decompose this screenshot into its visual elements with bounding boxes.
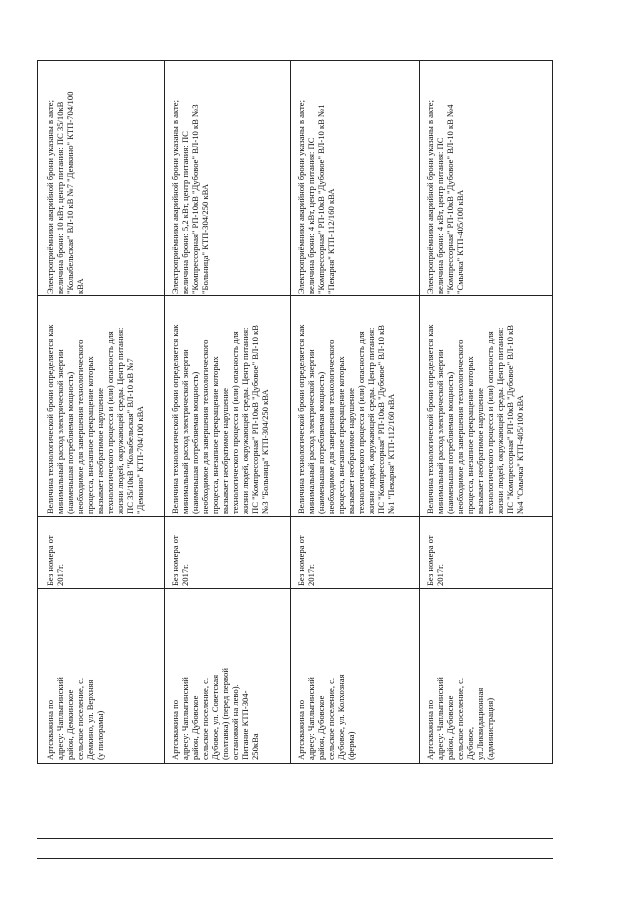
tech-cell: Величина технологической брони определяется как минимальный расход электрической энергии (наименьшая потребляемая мощность) необходимое для завершения технологического процесса, внезапное прекращение которых вызывает необратимое нарушение технологического процесса и (или) опасность для жизни людей, окружающей среды. Центр питания: ПС "Компрессорная" РП-10кВ "Дубовое" ВЛ-10 кВ №3 "Больница" КТП-304/250 кВА [170, 324, 270, 514]
emergency-cell: Электроприёмники аварийной брони указаны в акте; величина брони: 4 кВт, центр питания: ПС "Компрессорная" РП-10кВ "Дубовое" ВЛ-10 кВ №1 "Пекарня" КТП-112/160 кВА [296, 100, 336, 294]
emergency-cell: Электроприёмники аварийной брони указаны в акте; величина брони: 4 кВт, центр питания: ПС "Компрессорная" РП-10кВ "Дубовое" ВЛ-10 кВ №4 "Смычка" КТП-405/100 кВА [425, 100, 465, 294]
address-cell: Артскважина по адресу: Чаплыгинский район, Дубовское сельское поселение, с. Дубовое, ул. Колхозная (ферма) [296, 674, 356, 760]
number-cell: Без номера от 2017г. [170, 535, 190, 586]
page-rule [37, 838, 553, 839]
emergency-cell: Электроприёмники аварийной брони указаны в акте; величина брони: 5,2 кВт, центр питания: ПС "Компрессорная" РП-10кВ "Дубовое" ВЛ-10 кВ №3 "Больница" КТП-304/250 кВА [170, 100, 210, 294]
address-cell: Артскважина по адресу: Чаплыгинский район, Дубовское сельское поселение, с. Дубовое, ул. Советская (полтавка) (перед первой остановкой на лево). Питание КТП-304- 250кВа [170, 668, 260, 760]
tech-cell: Величина технологической брони определяется как минимальный расход электрической энергии (наименьшая потребляемая мощность) необходимое для завершения технологического процесса, внезапное прекращение которых вызывает необратимое нарушение технологического процесса и (или) опасность для жизни людей, окружающей среды. Центр питания: ПС "Компрессорная" РП-10кВ "Дубовое" ВЛ-10 кВ №1 "Пекарня" КТП-112/160 кВА [296, 324, 396, 514]
tech-cell: Величина технологической брони определяется как минимальный расход электрической энергии (наименьшая потребляемая мощность) необходимое для завершения технологического процесса, внезапное прекращение которых вызывает необратимое нарушение технологического процесса и (или) опасность для жизни людей, окружающей среды. Центр питания: ПС 35/10кВ "Колыбельская" ВЛ-10 кВ №7 "Демкино" КТП-704/100 кВА [45, 324, 145, 514]
page-rule [37, 858, 553, 859]
number-cell: Без номера от 2017г. [425, 535, 445, 586]
number-cell: Без номера от 2017г. [45, 535, 65, 586]
number-cell: Без номера от 2017г. [296, 535, 316, 586]
address-cell: Артскважина по адресу: Чаплыгинский район, Демкинское сельское поселение, с. Демкино, ул. Верхняя (у пилорамы) [45, 677, 105, 760]
emergency-cell: Электроприёмники аварийной брони указаны в акте; величина брони: 10 кВт, центр питания: ПС 35/10кВ "Колыбельская" ВЛ-10 кВ №7 "Демкино" КТП-704/100 кВА [45, 91, 85, 294]
row-divider [290, 61, 291, 763]
address-cell: Артскважина по адресу: Чаплыгинский район, Дубовское сельское поселение, с. Дубовое, ул.Ликвидационная (администрация) [425, 677, 495, 760]
tech-cell: Величина технологической брони определяется как минимальный расход электрической энергии (наименьшая потребляемая мощность) необходимое для завершения технологического процесса, внезапное прекращение которых вызывает необратимое нарушение технологического процесса и (или) опасность для жизни людей, окружающей среды. Центр питания: ПС "Компрессорная" РП-10кВ "Дубовое" ВЛ-10 кВ №4 "Смычка" КТП-405/100 кВА [425, 324, 525, 514]
